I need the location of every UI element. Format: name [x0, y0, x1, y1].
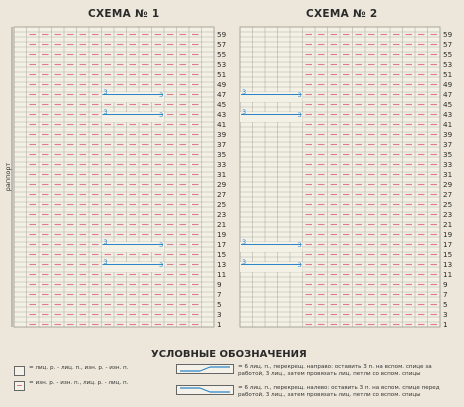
cross-label: 3: [103, 238, 108, 246]
row-label: 49: [443, 80, 453, 89]
row-label: 55: [443, 50, 453, 59]
scheme-2-chart: [240, 27, 464, 329]
row-label: 37: [443, 140, 453, 149]
row-label: 49: [217, 80, 227, 89]
row-label: 51: [443, 70, 453, 79]
row-label: 41: [443, 120, 453, 129]
cross-label: 3: [297, 91, 302, 99]
row-label: 19: [443, 230, 453, 239]
row-label: 29: [217, 180, 227, 189]
row-label: 17: [443, 240, 453, 249]
row-label: 45: [443, 100, 453, 109]
cross-right-icon: [176, 364, 234, 374]
cross-label: 3: [297, 111, 302, 119]
legend-item-cross-right: [176, 364, 444, 378]
row-label: 15: [217, 250, 227, 259]
cross-left-icon: [176, 385, 234, 395]
row-label: 11: [443, 270, 453, 279]
row-label: 1: [443, 320, 448, 329]
row-label: 13: [217, 260, 227, 269]
row-label: 55: [217, 50, 227, 59]
purl-dash-icon: [14, 381, 25, 391]
row-label: 17: [217, 240, 227, 249]
row-label: 51: [217, 70, 227, 79]
row-label: 33: [217, 160, 227, 169]
row-label: 47: [217, 90, 227, 99]
scheme-1-grid: [4, 27, 238, 329]
row-label: 39: [217, 130, 227, 139]
row-label: 21: [443, 220, 453, 229]
row-label: 31: [217, 170, 227, 179]
legend-text-cross-right: = 6 лиц. п., перекрещ. направо: оставить 3 п. на вспом. спице за работой, 3 лиц., затем провязать лиц. петли со вспом. спицы: [238, 364, 432, 377]
legend-item-blank: [14, 365, 164, 376]
row-labels: [217, 30, 227, 329]
rapport-label: раппорт: [4, 162, 12, 192]
row-label: 35: [217, 150, 227, 159]
row-label: 41: [217, 120, 227, 129]
legend-item-dash: [14, 380, 164, 391]
legend-text-dash: = изн. р. - изн. п., лиц. р. - лиц. п.: [29, 380, 129, 386]
row-label: 19: [217, 230, 227, 239]
cross-label: 3: [242, 88, 247, 96]
row-label: 33: [443, 160, 453, 169]
row-label: 9: [217, 280, 222, 289]
grid-cells: [14, 27, 214, 327]
row-label: 25: [443, 200, 453, 209]
row-label: 13: [443, 260, 453, 269]
legend-item-cross-left: [176, 385, 444, 399]
cross-label: 3: [159, 261, 164, 269]
cross-label: 3: [159, 241, 164, 249]
row-label: 57: [443, 40, 453, 49]
cross-label: 3: [242, 108, 247, 116]
row-label: 7: [443, 290, 448, 299]
cross-label: 3: [103, 88, 108, 96]
row-label: 21: [217, 220, 227, 229]
row-label: 25: [217, 200, 227, 209]
cross-label: 3: [159, 91, 164, 99]
row-label: 23: [443, 210, 453, 219]
row-label: 5: [217, 300, 222, 309]
row-label: 35: [443, 150, 453, 159]
row-label: 5: [443, 300, 448, 309]
scheme-2-grid: [240, 27, 464, 329]
row-label: 43: [443, 110, 453, 119]
row-label: 31: [443, 170, 453, 179]
grid-cells: [240, 27, 440, 327]
legend-title: УСЛОВНЫЕ ОБОЗНАЧЕНИЯ: [151, 349, 307, 360]
row-label: 9: [443, 280, 448, 289]
row-label: 47: [443, 90, 453, 99]
row-label: 53: [443, 60, 453, 69]
row-label: 27: [217, 190, 227, 199]
row-labels: [443, 30, 453, 329]
cross-label: 3: [242, 258, 247, 266]
row-label: 29: [443, 180, 453, 189]
scheme-1-chart: [4, 27, 238, 329]
row-label: 15: [443, 250, 453, 259]
cross-label: 3: [159, 111, 164, 119]
row-label: 59: [217, 30, 227, 39]
legend-text-cross-left: = 6 лиц. п., перекрещ. налево: оставить 3 п. на вспом. спице перед работой, 3 лиц., затем провязать лиц. петли со вспом. спицы: [238, 385, 440, 398]
cross-label: 3: [242, 238, 247, 246]
blank-cell-icon: [14, 366, 25, 376]
cross-label: 3: [103, 258, 108, 266]
row-label: 7: [217, 290, 222, 299]
row-label: 3: [443, 310, 448, 319]
row-label: 37: [217, 140, 227, 149]
row-label: 43: [217, 110, 227, 119]
row-label: 1: [217, 320, 222, 329]
row-label: 27: [443, 190, 453, 199]
row-label: 11: [217, 270, 227, 279]
scheme-1-title: СХЕМА № 1: [88, 8, 160, 20]
row-label: 23: [217, 210, 227, 219]
row-label: 3: [217, 310, 222, 319]
cross-label: 3: [297, 261, 302, 269]
cross-label: 3: [103, 108, 108, 116]
scheme-2-title: СХЕМА № 2: [306, 8, 378, 20]
cross-label: 3: [297, 241, 302, 249]
row-label: 53: [217, 60, 227, 69]
row-label: 59: [443, 30, 453, 39]
legend-text-blank: = лиц. р. - лиц. п., изн. р. - изн. п.: [29, 365, 129, 371]
row-label: 39: [443, 130, 453, 139]
row-label: 57: [217, 40, 227, 49]
row-label: 45: [217, 100, 227, 109]
